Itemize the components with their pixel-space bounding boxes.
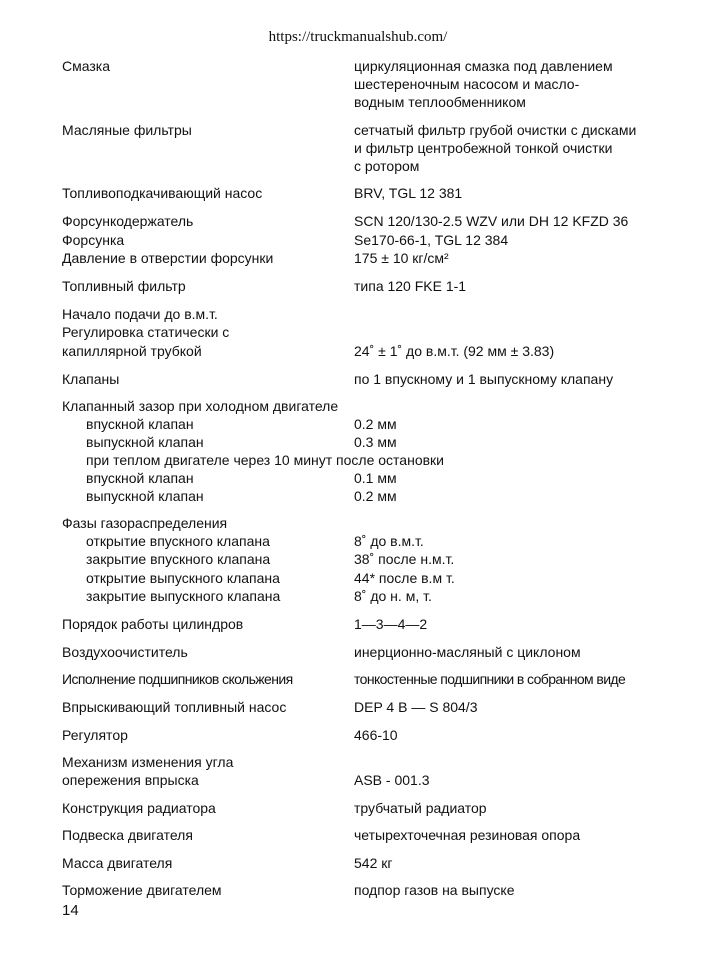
spec-label: Подвеска двигателя [62, 827, 193, 843]
spec-row [0, 370, 716, 390]
spec-label: выпускной клапан [86, 488, 204, 504]
spec-label: Начало подачи до в.м.т. [62, 306, 218, 322]
spec-row [0, 514, 716, 534]
spec-value: 44* после в.м т. [354, 570, 455, 586]
spec-row [0, 469, 716, 489]
spec-label: Исполнение подшипников скольжения [62, 671, 293, 687]
spec-row [0, 854, 716, 874]
spec-value: трубчатый радиатор [354, 800, 487, 816]
spec-value: Se170-66-1, TGL 12 384 [354, 232, 509, 248]
spec-row [0, 323, 716, 343]
spec-row [0, 643, 716, 663]
source-url: https://truckmanualshub.com/ [268, 29, 448, 45]
spec-label: Впрыскивающий топливный насос [62, 699, 287, 715]
spec-label: Фазы газораспределения [62, 515, 228, 531]
spec-row [0, 587, 716, 607]
spec-value: DEP 4 B — S 804/3 [354, 699, 478, 715]
spec-value: 542 кг [354, 855, 393, 871]
spec-label: Конструкция радиатора [62, 800, 216, 816]
spec-row [0, 569, 716, 589]
spec-value: 175 ± 10 кг/см² [354, 250, 449, 266]
spec-value: тонкостенные подшипники в собранном виде [354, 671, 626, 687]
spec-label: Торможение двигателем [62, 882, 222, 898]
spec-label: Смазка [62, 58, 111, 74]
spec-row [0, 550, 716, 570]
spec-label: Форсункодержатель [62, 213, 194, 229]
spec-row [0, 532, 716, 552]
spec-value: подпор газов на выпуске [354, 882, 515, 898]
spec-row [0, 231, 716, 251]
spec-label: Порядок работы цилиндров [62, 616, 244, 632]
spec-label: Регулятор [62, 727, 128, 743]
spec-label: открытие выпускного клапана [86, 570, 280, 586]
spec-row [0, 615, 716, 635]
spec-value: 38˚ после н.м.т. [354, 551, 455, 567]
spec-row [0, 57, 716, 77]
spec-label: Топливный фильтр [62, 278, 186, 294]
spec-label: Механизм изменения угла [62, 754, 234, 770]
spec-row [0, 670, 716, 690]
spec-row [0, 726, 716, 746]
spec-label: впускной клапан [86, 470, 194, 486]
spec-value: SCN 120/130-2.5 WZV или DH 12 KFZD 36 [354, 213, 629, 229]
spec-value: шестереночным насосом и масло- [354, 76, 580, 92]
spec-row [0, 75, 716, 95]
spec-value: 0.2 мм [354, 416, 397, 432]
spec-label: Клапанный зазор при холодном двигателе [62, 398, 339, 414]
spec-row [0, 433, 716, 453]
spec-label: Клапаны [62, 371, 120, 387]
spec-row [0, 487, 716, 507]
spec-value: инерционно-масляный с циклоном [354, 644, 581, 660]
spec-value: BRV, TGL 12 381 [354, 185, 463, 201]
spec-value: 1—3—4—2 [354, 616, 428, 632]
spec-row [0, 277, 716, 297]
spec-row [0, 881, 716, 901]
spec-label: закрытие впускного клапана [86, 551, 271, 567]
spec-row [0, 121, 716, 141]
spec-label: опережения впрыска [62, 772, 199, 788]
spec-label: закрытие выпускного клапана [86, 588, 281, 604]
spec-value: типа 120 FKE 1-1 [354, 278, 467, 294]
spec-value: 466-10 [354, 727, 398, 743]
spec-label: впускной клапан [86, 416, 194, 432]
spec-label: Масса двигателя [62, 855, 173, 871]
spec-label: открытие впускного клапана [86, 533, 270, 549]
spec-row [0, 305, 716, 325]
spec-label: Форсунка [62, 232, 125, 248]
spec-label: Воздухоочиститель [62, 644, 188, 660]
spec-row [0, 157, 716, 177]
spec-value: 0.1 мм [354, 470, 397, 486]
spec-value: 8˚ до н. м, т. [354, 588, 432, 604]
spec-row [0, 826, 716, 846]
spec-value: 0.2 мм [354, 488, 397, 504]
spec-label: капиллярной трубкой [62, 343, 202, 359]
page-number: 14 [62, 902, 79, 919]
spec-value: сетчатый фильтр грубой очистки с дисками [354, 122, 637, 138]
spec-row [0, 212, 716, 232]
spec-value: ASB - 001.3 [354, 772, 430, 788]
spec-value: 8˚ до в.м.т. [354, 533, 424, 549]
spec-row [0, 698, 716, 718]
spec-row [0, 753, 716, 773]
spec-label: при теплом двигателе через 10 минут после остановки [86, 452, 444, 468]
spec-label: выпускной клапан [86, 434, 204, 450]
spec-row [0, 342, 716, 362]
spec-value: циркуляционная смазка под давлением [354, 58, 613, 74]
spec-value: 0.3 мм [354, 434, 397, 450]
spec-row [0, 397, 716, 417]
spec-label: Масляные фильтры [62, 122, 192, 138]
spec-row [0, 93, 716, 113]
spec-row [0, 139, 716, 159]
spec-value: четырехточечная резиновая опора [354, 827, 581, 843]
spec-label: Регулировка статически с [62, 324, 230, 340]
spec-value: водным теплообменником [354, 94, 526, 110]
spec-value: по 1 впускному и 1 выпускному клапану [354, 371, 614, 387]
spec-label: Давление в отверстии форсунки [62, 250, 274, 266]
spec-row [0, 451, 716, 471]
spec-row [0, 799, 716, 819]
spec-value: 24˚ ± 1˚ до в.м.т. (92 мм ± 3.83) [354, 343, 555, 359]
spec-value: и фильтр центробежной тонкой очистки [354, 140, 613, 156]
spec-row [0, 415, 716, 435]
spec-row [0, 771, 716, 791]
spec-row [0, 184, 716, 204]
spec-value: с ротором [354, 158, 420, 174]
spec-row [0, 249, 716, 269]
spec-label: Топливоподкачивающий насос [62, 185, 263, 201]
